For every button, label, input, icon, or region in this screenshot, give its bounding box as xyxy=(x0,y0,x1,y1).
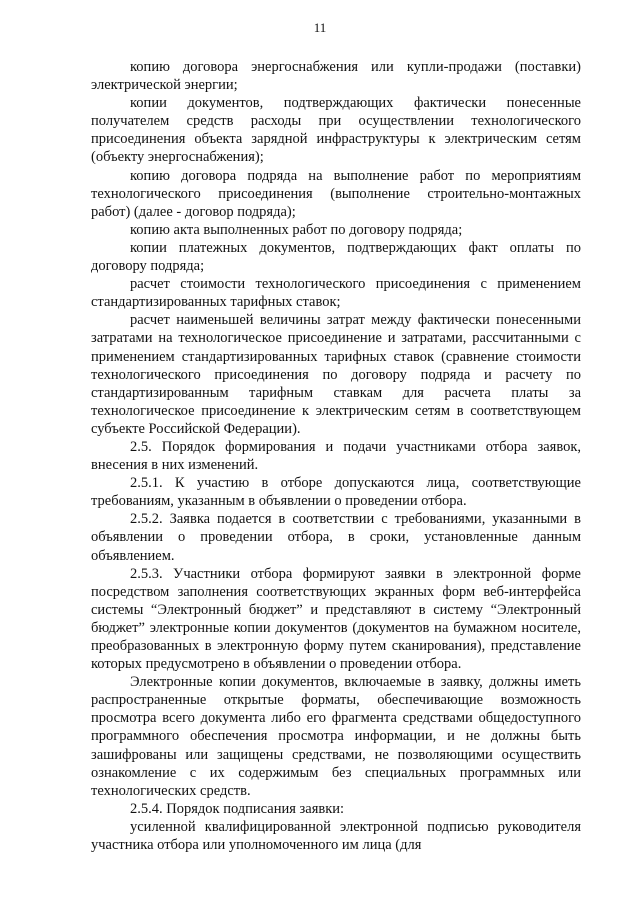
paragraph: копии документов, подтверждающих фактически понесенные получателем средств расходы при осуществлении технологического присоединения объекта зарядной инфраструктуры к электрическим сетям (объекту энергоснабжения); xyxy=(91,95,581,166)
page-number: 11 xyxy=(313,20,327,35)
paragraph: расчет стоимости технологического присоединения с применением стандартизированных тарифных ставок; xyxy=(91,276,581,311)
section-heading-2-5: 2.5. Порядок формирования и подачи участниками отбора заявок, внесения в них изменений. xyxy=(91,438,581,474)
document-body xyxy=(91,58,581,854)
paragraph: Электронные копии документов, включаемые в заявку, должны иметь распространенные открытые форматы, обеспечивающие возможность просмотра всего документа либо его фрагмента средствами общедоступного программного обеспечения просмотра информации, и не должны быть зашифрованы или защищены средствами, не позволяющими осуществить ознакомление с их содержимым без специальных программных или технологических средств. xyxy=(91,674,581,799)
paragraph-2-5-2: 2.5.2. Заявка подается в соответствии с требованиями, указанными в объявлении о проведении отбора, в сроки, установленные данным объявлением. xyxy=(91,511,581,564)
paragraph: копию акта выполненных работ по договору подряда; xyxy=(130,221,463,238)
paragraph: копии платежных документов, подтверждающих факт оплаты по договору подряда; xyxy=(91,239,581,275)
paragraph-2-5-1: 2.5.1. К участию в отборе допускаются лица, соответствующие требованиям, указанным в объявлении о проведении отбора. xyxy=(91,475,581,510)
paragraph: расчет наименьшей величины затрат между фактически понесенными затратами на технологическое присоединение и затратами, рассчитанными с применением стандартизированных тарифных ставок (сравнение стоимости технологического присоединения по договору подряда и расчету по стандартизированным тарифным ставкам для расчета платы за технологическое присоединение к электрическим сетям в соответствующем субъекте Российской Федерации). xyxy=(91,312,581,437)
paragraph: копию договора подряда на выполнение работ по мероприятиям технологического присоединения (выполнение строительно-монтажных работ) (далее - договор подряда); xyxy=(91,167,581,220)
paragraph: усиленной квалифицированной электронной подписью руководителя участника отбора или уполномоченного им лица (для xyxy=(91,818,581,854)
paragraph-2-5-3: 2.5.3. Участники отбора формируют заявки в электронной форме посредством заполнения соответствующих экранных форм веб-интерфейса системы “Электронный бюджет” и представляют в систему “Электронный бюджет” электронные копии документов (документов на бумажном носителе, преобразованных в электронную форму путем сканирования), представление которых предусмотрено в объявлении о проведении отбора. xyxy=(91,565,581,673)
paragraph: копию договора энергоснабжения или купли-продажи (поставки) электрической энергии; xyxy=(91,59,581,94)
paragraph-2-5-4: 2.5.4. Порядок подписания заявки: xyxy=(130,800,345,817)
